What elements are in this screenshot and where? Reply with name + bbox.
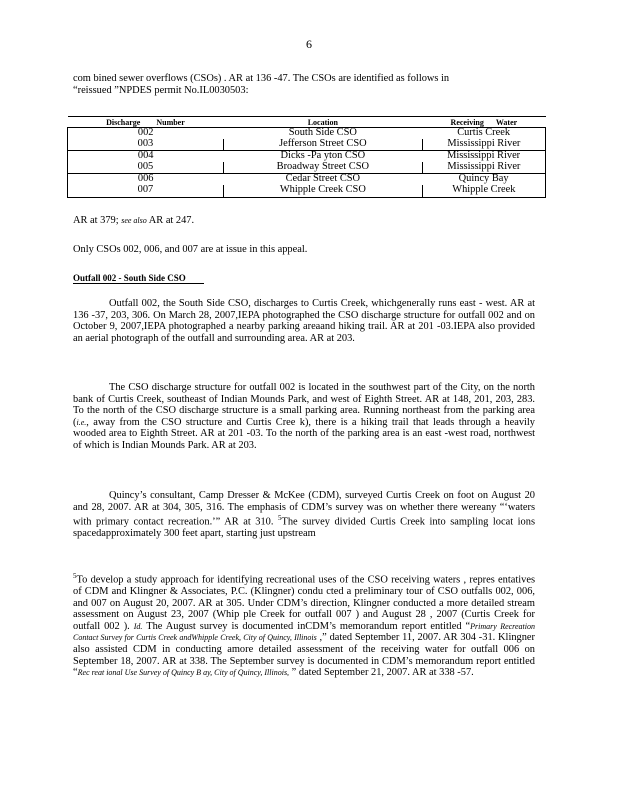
section-heading: Outfall 002 - South Side CSO — [73, 273, 204, 283]
footnote-5: $^5$To develop a study approach for identifying recreational uses of the CSO receiving waters , repres entatives of CDM and Klingner & Associates, P.C. (Klingner) condu cted a preliminary tour of CSO outfalls 002, 006, and 007 on August 20, 2007. AR at 305. Under CDM’s direction, Klingner conducted a more detailed stream assessment on August 23, 2007 (Whip ple Creek for outfall 007 ) and August 28 , 2007 (Curtis Creek for outfall 002 ). Id. The August survey is documented inCDM’s memorandum report entitled “Primary Recreation Contact Survey for Curtis Creek andWhipple Creek, City of Quincy, Illinois ,” dated September 11, 2007. AR 304 -31. Klingner also assisted CDM in conducting amore detailed assessment of the receiving water for outfall 006 on September 18, 2007. AR at 338. The September survey is documented in CDM’s memorandum report entitled “Rec reat ional Use Survey of Quincy B ay, City of Quincy, Illinois, ” dated September 21, 2007. AR at 338 -57. — [73, 572, 535, 679]
intro-line-2: “reissued ”NPDES permit No.IL0030503: — [73, 85, 249, 96]
paragraph-outfall-002: Outfall 002, the South Side CSO, discharges to Curtis Creek, whichgenerally runs east - west. AR at 136 -37, 203, 306. On March 28, 2007,IEPA photographed the CSO discharge structure for outfall 002 and on October 9, 2007,IEPA photographed a nearby parking areaand hiking trail. AR at 201 -03.IEPA also provided an aerial photograph of the outfall and surrounding area. AR at 203. — [73, 298, 535, 344]
table-header-row — [68, 117, 546, 128]
only-csos-sentence: Only CSOs 002, 006, and 007 are at issue in this appeal. — [73, 244, 308, 255]
paragraph-cdm-survey: Quincy’s consultant, Camp Dresser & McKee (CDM), surveyed Curtis Creek on foot on August 20 and 28, 2007. AR at 304, 305, 316. The emphasis of CDM’s survey was on whether there wereany “‘waters with primary contact recreation.’” AR at 310. $^5$The survey divided Curtis Creek into sampling locat ions spacedapproximately 300 feet apart, starting just upstream — [73, 490, 535, 540]
cso-table — [67, 116, 546, 198]
paragraph-discharge-structure: The CSO discharge structure for outfall 002 is located in the southwest part of the City, on the north bank of Curtis Creek, southeast of Indian Mounds Park, and west of Eighth Street. AR at 148, 201, 203, 283. To the north of the CSO discharge structure is a small parking area. Running northeast from the parking area (i.e., away from the CSO structure and Curtis Cree k), there is a hiking trail that leads through a heavily wooded area to Eighth Street. AR at 201 -03. To the north of the parking area is an east -west road, northwest of which is Indian Mounds Park. AR at 203. — [73, 382, 535, 451]
table-row: 002 South Side CSO Curtis Creek — [68, 128, 546, 140]
after-table-citation: AR at 379; see also AR at 247. — [73, 215, 195, 226]
table-row: 004 Dicks -Pa yton CSO Mississippi River — [68, 151, 546, 163]
table-row: 003 Jefferson Street CSO Mississippi River — [68, 139, 546, 151]
table-row: 007 Whipple Creek CSO Whipple Creek — [68, 185, 546, 197]
table-row: 005 Broadway Street CSO Mississippi River — [68, 162, 546, 174]
header-discharge-number: Discharge Number — [68, 117, 224, 128]
table-row: 006 Cedar Street CSO Quincy Bay — [68, 174, 546, 186]
intro-line-1: com bined sewer overflows (CSOs) . AR at 136 -47. The CSOs are identified as follows in — [73, 73, 450, 84]
header-receiving-water: Receiving Water — [422, 117, 545, 128]
header-location: Location — [223, 117, 422, 128]
page-number: 6 — [306, 37, 312, 51]
